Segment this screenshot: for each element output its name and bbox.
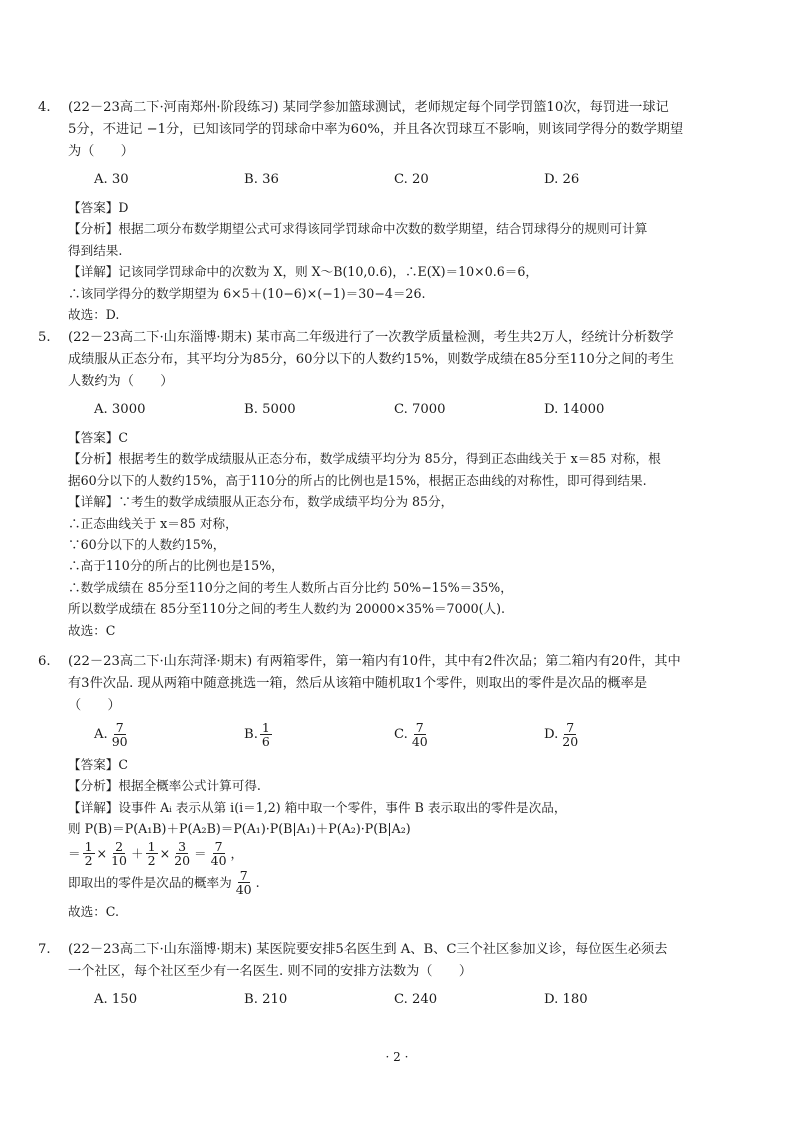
choice-list: [94, 169, 728, 191]
calculation-line: ＝ $\frac{1}{2}$ × $\frac{2}{10}$ ＋ $\frac{1}{2}$ × $\frac{3}{20}$ ＝ $\frac{7}{40}$ ，: [68, 839, 244, 869]
question-text-line: 一个社区，每个社区至少有一名医生. 则不同的安排方法数为（ ）: [68, 964, 473, 979]
detail-line: 【详解】∵考生的数学成绩服从正态分布，数学成绩平均分为 85分，: [68, 494, 454, 510]
detail-line: ∴正态曲线关于 x＝85 对称，: [68, 515, 238, 531]
choice-b: [244, 721, 394, 748]
question-text-line: (22－23高二下·山东菏泽·期末) 有两箱零件，第一箱内有10件，其中有2件次品；第二箱内有20件，其中: [68, 654, 681, 669]
question-7: [38, 939, 728, 1011]
choice-c: C. 240: [394, 992, 438, 1007]
question-number: 7.: [38, 942, 51, 957]
numerator: 7: [415, 720, 424, 735]
question-text-line: (22－23高二下·山东淄博·期末) 某市高二年级进行了一次教学质量检测，考生共2万人，经统计分析数学: [68, 330, 674, 345]
question-text-line: 为（ ）: [68, 144, 134, 159]
fraction: $\frac{3}{20}$: [174, 839, 191, 869]
fraction: [410, 721, 430, 748]
choice-b: B. 36: [244, 172, 279, 187]
choice-a: A. 30: [94, 172, 129, 187]
question-text-line: （ ）: [68, 698, 121, 713]
question-text-line: 5分，不进记 −1分，已知该同学的罚球命中率为60%，并且各次罚球互不影响，则该同学得分的数学期望: [68, 122, 684, 137]
fraction: $\frac{1}{2}$: [147, 839, 156, 869]
fraction: [560, 721, 580, 748]
choice-c: C. 7000: [394, 402, 446, 417]
question-number: 4.: [38, 100, 51, 115]
choice-d: D. 180: [544, 992, 588, 1007]
question-text-line: 有3件次品. 现从两箱中随意挑选一箱，然后从该箱中随机取1个零件，则取出的零件是次品的概率是: [68, 676, 648, 691]
choice-a: [94, 721, 244, 748]
detail-line: ∵60分以下的人数约15%，: [68, 537, 226, 553]
fraction: $\frac{2}{10}$: [111, 839, 128, 869]
fraction: [260, 721, 272, 748]
answer-line: 【答案】C: [68, 430, 129, 445]
analysis-line: 得到结果.: [68, 242, 123, 258]
question-5: [38, 327, 728, 641]
result-line: 即取出的零件是次品的概率为 $\frac{7}{40}$ .: [68, 868, 260, 898]
choice-label: C.: [394, 727, 408, 742]
choice-list: [94, 721, 728, 748]
conclusion-line: 故选：C: [68, 622, 116, 638]
question-text-line: (22－23高二下·山东淄博·期末) 某医院要安排5名医生到 A、B、C三个社区参加义诊，每位医生必须去: [68, 942, 668, 957]
numerator: 1: [261, 720, 270, 735]
denominator: 40: [411, 734, 428, 749]
detail-line: ∴数学成绩在 85分至110分之间的考生人数所占百分比约 50%−15%＝35%，: [68, 579, 513, 595]
conclusion-line: 故选：C.: [68, 903, 119, 919]
question-4: [38, 97, 728, 325]
fraction: $\frac{7}{40}$: [235, 868, 252, 898]
choice-a: A. 3000: [94, 402, 146, 417]
choice-c: C. 20: [394, 172, 429, 187]
denominator: 6: [261, 734, 270, 749]
choice-list: [94, 399, 728, 421]
analysis-line: 【分析】根据全概率公式计算可得.: [68, 778, 261, 794]
denominator: 90: [111, 734, 128, 749]
answer-line: 【答案】C: [68, 757, 129, 772]
detail-line: ∴该同学得分的数学期望为 6×5＋(10−6)×(−1)＝30−4＝26.: [68, 285, 426, 301]
choice-label: D.: [544, 727, 559, 742]
analysis-line: 【分析】根据二项分布数学期望公式可求得该同学罚球命中次数的数学期望，结合罚球得分的规则可计算: [68, 221, 648, 237]
numerator: 7: [115, 720, 124, 735]
fraction: $\frac{1}{2}$: [84, 839, 93, 869]
question-6: [38, 651, 728, 922]
choice-list: [94, 989, 728, 1011]
detail-line: 所以数学成绩在 85分至110分之间的考生人数约为 20000×35%＝7000(人).: [68, 601, 506, 617]
question-text-line: (22－23高二下·河南郑州·阶段练习) 某同学参加篮球测试，老师规定每个同学罚篮10次，每罚进一球记: [68, 100, 669, 115]
choice-d: D. 14000: [544, 402, 605, 417]
choice-b: B. 5000: [244, 402, 296, 417]
conclusion-line: 故选：D.: [68, 307, 120, 323]
detail-line: ∴高于110分的所占的比例也是15%，: [68, 558, 284, 574]
choice-b: B. 210: [244, 992, 288, 1007]
detail-line: 【详解】设事件 Aᵢ 表示从第 i(i＝1,2) 箱中取一个零件，事件 B 表示取出的零件是次品，: [68, 799, 567, 815]
choice-label: B.: [244, 727, 258, 742]
page-number: · 2 ·: [385, 1050, 409, 1064]
choice-d: [544, 721, 694, 748]
answer-line: 【答案】D: [68, 200, 129, 215]
choice-c: [394, 721, 544, 748]
question-text-line: 人数约为（ ）: [68, 374, 174, 389]
numerator: 7: [566, 720, 575, 735]
choice-label: A.: [94, 727, 108, 742]
fraction: [110, 721, 130, 748]
question-number: 5.: [38, 330, 51, 345]
question-number: 6.: [38, 654, 51, 669]
analysis-line: 【分析】根据考生的数学成绩服从正态分布，数学成绩平均分为 85分，得到正态曲线关于 x＝85 对称，根: [68, 451, 661, 467]
detail-line: 则 P(B)＝P(A₁B)＋P(A₂B)＝P(A₁)·P(B|A₁)＋P(A₂)·P(B|A₂): [68, 821, 411, 837]
denominator: 20: [562, 734, 579, 749]
choice-d: D. 26: [544, 172, 580, 187]
choice-a: A. 150: [94, 992, 138, 1007]
fraction: $\frac{7}{40}$: [210, 839, 227, 869]
analysis-line: 据60分以下的人数约15%，高于110分的所占的比例也是15%，根据正态曲线的对称性，即可得到结果.: [68, 472, 647, 488]
question-text-line: 成绩服从正态分布，其平均分为85分，60分以下的人数约15%，则数学成绩在85分至110分之间的考生: [68, 352, 674, 367]
detail-line: 【详解】记该同学罚球命中的次数为 X，则 X～B(10,0.6)，∴E(X)＝10×0.6＝6，: [68, 264, 538, 280]
